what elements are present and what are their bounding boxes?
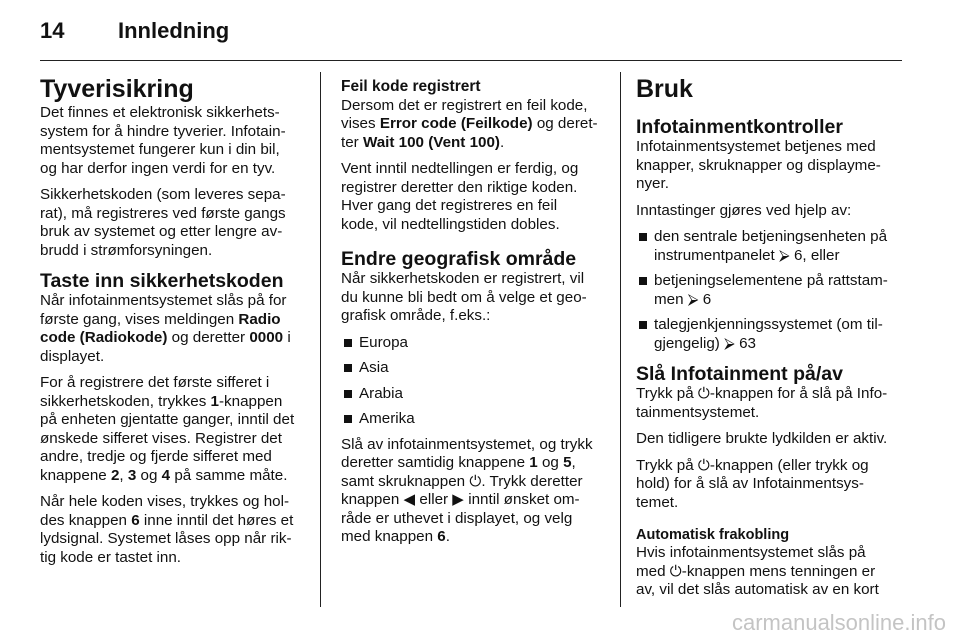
paragraph-input-methods: Inntastinger gjøres ved hjelp av: — [636, 201, 852, 219]
column-3 — [636, 68, 904, 608]
paragraph-first-start: Når infotainmentsystemet slås på for første gang, vises meldingen Radio code (Radiokode) og deretter 0000 i displayet. — [40, 292, 291, 365]
bullet-square-icon — [639, 233, 647, 241]
list-item: den sentrale betjeningsenheten på instrumentpanelet ⮚ 6, eller — [636, 228, 904, 265]
paragraph-countdown: Vent inntil nedtellingen er ferdig, og registrer deretter den riktige koden. Hver gang det registreres en feil kode, vil nedtellingstiden dobles. — [341, 160, 579, 233]
bullet-square-icon — [639, 321, 647, 329]
paragraph-region-select: Slå av infotainmentsystemet, og trykk deretter samtidig knappene 1 og 5, samt skruknappen ⏻. Trykk deretter knappen ◀ eller ▶ inntil ønsket om- råde er uthevet i displayet, og velg med knappen 6. — [341, 435, 593, 545]
subheading-enter-code: Taste inn sikkerhetskoden — [40, 270, 284, 292]
list-item: Europa — [341, 334, 613, 353]
bullet-square-icon — [344, 415, 352, 423]
watermark: carmanualsonline.info — [731, 610, 946, 635]
column-1 — [40, 68, 312, 575]
header-rule — [40, 60, 902, 61]
paragraph-wrong-code: Dersom det er registrert en feil kode, vises Error code (Feilkode) og deret- ter Wait 100 (Vent 100). — [341, 96, 598, 151]
column-2 — [341, 78, 613, 555]
subheading-auto-off: Automatisk frakobling — [636, 527, 790, 543]
subheading-power: Slå Infotainment på/av — [636, 363, 843, 385]
paragraph-confirm-code: Når hele koden vises, trykkes og hol- des knappen 6 inne inntil det høres et lydsignal. Systemet låses opp når rik- tig kode er tastet inn. — [40, 493, 294, 566]
section-heading-bruk: Bruk — [636, 75, 693, 103]
bullet-square-icon — [344, 390, 352, 398]
page-number: 14 — [40, 18, 65, 43]
input-methods-list — [636, 228, 904, 353]
paragraph-intro: Det finnes et elektronisk sikkerhets- system for å hindre tyverier. Infotain- mentsystemet fungerer kun i din bil, og har derfor ingen verdi for en tyv. — [40, 104, 286, 177]
list-item: talegjenkjenningssystemet (om til- gjengelig) ⮚ 63 — [636, 316, 904, 353]
subheading-wrong-code: Feil kode registrert — [341, 78, 481, 95]
region-list — [341, 334, 613, 429]
column-divider-1 — [320, 72, 321, 607]
subheading-controls: Infotainmentkontroller — [636, 116, 843, 138]
paragraph-power-on: Trykk på ⏻-knappen for å slå på Info- tainmentsystemet. — [636, 385, 888, 421]
paragraph-last-source: Den tidligere brukte lydkilden er aktiv. — [636, 430, 888, 447]
paragraph-power-off: Trykk på ⏻-knappen (eller trykk og hold) for å slå av Infotainmentsys- temet. — [636, 456, 869, 511]
section-heading-tyverisikring: Tyverisikring — [40, 75, 194, 103]
paragraph-register-digits: For å registrere det første sifferet i sikkerhetskoden, trykkes 1-knappen på enheten gjentatte ganger, inntil det ønskede sifferet vises. Registrer det andre, tredje og fjerde sifferet med knappene 2, 3 og 4 på samme måte. — [40, 374, 295, 484]
paragraph-auto-off: Hvis infotainmentsystemet slås på med ⏻-knappen mens tenningen er av, vil det slås automatisk av en kort — [636, 544, 879, 598]
list-item: Amerika — [341, 410, 613, 429]
paragraph-security-code: Sikkerhetskoden (som leveres sepa- rat), må registreres ved første gangs bruk av systemet og etter lengre av- brudd i strømforsyningen. — [40, 186, 286, 259]
list-item: Arabia — [341, 385, 613, 404]
list-item: betjeningselementene på rattstam- men ⮚ 6 — [636, 272, 904, 309]
bullet-square-icon — [344, 364, 352, 372]
column-divider-2 — [620, 72, 621, 607]
subheading-change-region: Endre geografisk område — [341, 248, 577, 270]
paragraph-controls: Infotainmentsystemet betjenes med knapper, skruknapper og displayme- nyer. — [636, 138, 881, 192]
bullet-square-icon — [344, 339, 352, 347]
paragraph-region-intro: Når sikkerhetskoden er registrert, vil du kunne bli bedt om å velge et geo- grafisk område, f.eks.: — [341, 270, 587, 324]
bullet-square-icon — [639, 277, 647, 285]
list-item: Asia — [341, 359, 613, 378]
chapter-title: Innledning — [118, 18, 230, 43]
